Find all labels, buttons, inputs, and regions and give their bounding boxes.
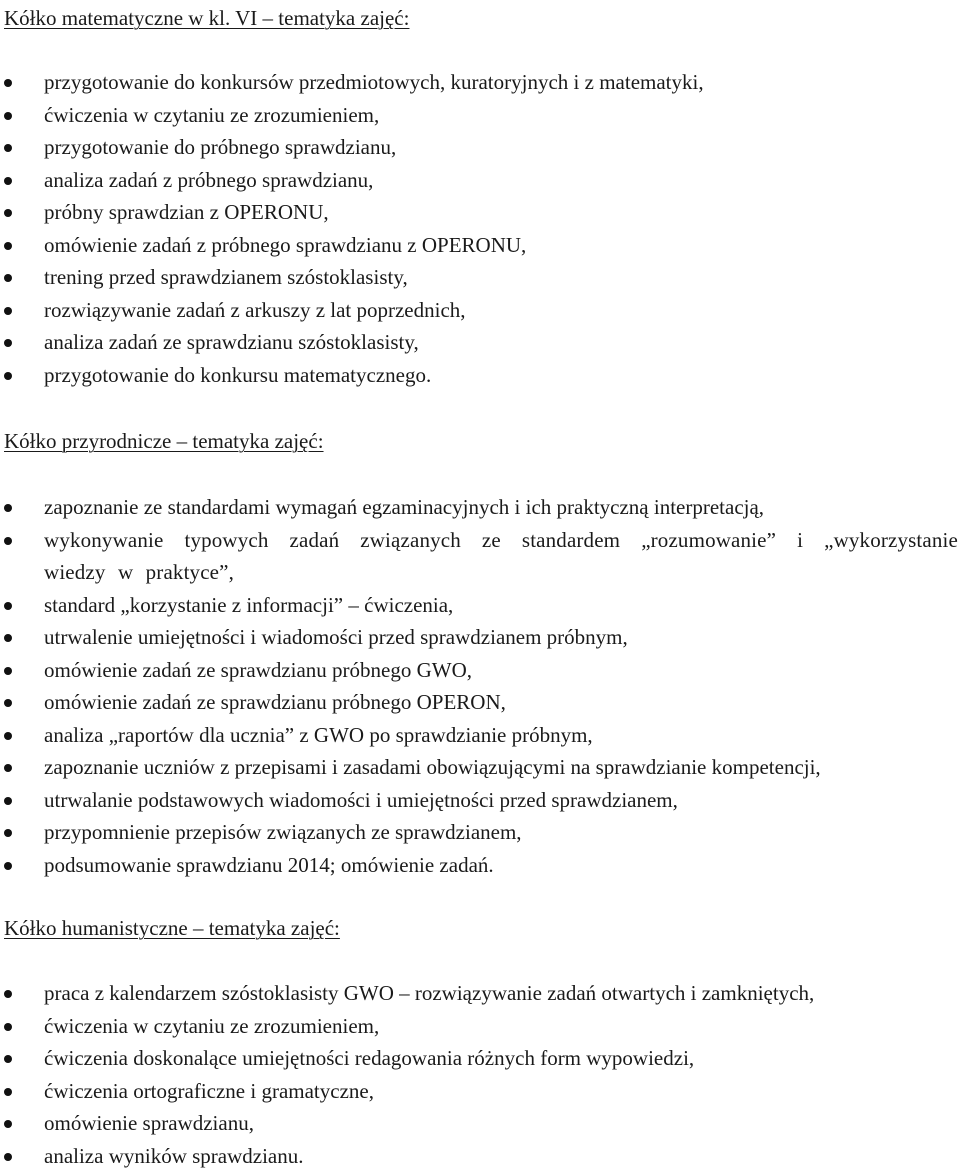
bullet-icon (4, 504, 12, 512)
list-item: wykonywanie typowych zadań związanych ze standardem „rozumowanie” i „wykorzystanie wiedzy w praktyce”, (0, 524, 958, 589)
bullet-icon (4, 1153, 12, 1161)
list-item: omówienie zadań z próbnego sprawdzianu z OPERONU, (0, 229, 958, 262)
humanities-club-topic-list (0, 977, 958, 1172)
list-item: praca z kalendarzem szóstoklasisty GWO – rozwiązywanie zadań otwartych i zamkniętych, (0, 977, 958, 1010)
list-item: ćwiczenia doskonalące umiejętności redagowania różnych form wypowiedzi, (0, 1042, 958, 1075)
list-item: ćwiczenia w czytaniu ze zrozumieniem, (0, 1010, 958, 1043)
list-item: zapoznanie uczniów z przepisami i zasadami obowiązującymi na sprawdzianie kompetencji, (0, 751, 958, 784)
bullet-icon (4, 307, 12, 315)
bullet-icon (4, 339, 12, 347)
list-item: przygotowanie do konkursu matematycznego. (0, 359, 958, 392)
bullet-icon (4, 144, 12, 152)
bullet-icon (4, 537, 12, 545)
list-item: standard „korzystanie z informacji” – ćwiczenia, (0, 589, 958, 622)
bullet-icon (4, 990, 12, 998)
bullet-icon (4, 242, 12, 250)
list-item: rozwiązywanie zadań z arkuszy z lat poprzednich, (0, 294, 958, 327)
bullet-icon (4, 797, 12, 805)
list-item: omówienie zadań ze sprawdzianu próbnego OPERON, (0, 686, 958, 719)
bullet-icon (4, 79, 12, 87)
bullet-icon (4, 862, 12, 870)
bullet-icon (4, 209, 12, 217)
list-item: ćwiczenia w czytaniu ze zrozumieniem, (0, 99, 958, 132)
bullet-icon (4, 1055, 12, 1063)
bullet-icon (4, 1023, 12, 1031)
bullet-icon (4, 829, 12, 837)
list-item: próbny sprawdzian z OPERONU, (0, 196, 958, 229)
list-item: przypomnienie przepisów związanych ze sprawdzianem, (0, 816, 958, 849)
list-item: podsumowanie sprawdzianu 2014; omówienie zadań. (0, 849, 958, 882)
list-item: analiza zadań ze sprawdzianu szóstoklasisty, (0, 326, 958, 359)
bullet-icon (4, 602, 12, 610)
bullet-icon (4, 372, 12, 380)
list-item: utrwalenie umiejętności i wiadomości przed sprawdzianem próbnym, (0, 621, 958, 654)
list-item: analiza zadań z próbnego sprawdzianu, (0, 164, 958, 197)
list-item: przygotowanie do konkursów przedmiotowych, kuratoryjnych i z matematyki, (0, 66, 958, 99)
bullet-icon (4, 1088, 12, 1096)
bullet-icon (4, 177, 12, 185)
bullet-icon (4, 274, 12, 282)
bullet-icon (4, 699, 12, 707)
bullet-icon (4, 764, 12, 772)
list-item: utrwalanie podstawowych wiadomości i umiejętności przed sprawdzianem, (0, 784, 958, 817)
bullet-icon (4, 112, 12, 120)
list-item: przygotowanie do próbnego sprawdzianu, (0, 131, 958, 164)
list-item: omówienie sprawdzianu, (0, 1107, 958, 1140)
math-club-topic-list (0, 66, 958, 391)
list-item: omówienie zadań ze sprawdzianu próbnego GWO, (0, 654, 958, 687)
list-item: analiza „raportów dla ucznia” z GWO po sprawdzianie próbnym, (0, 719, 958, 752)
list-item: ćwiczenia ortograficzne i gramatyczne, (0, 1075, 958, 1108)
list-item: analiza wyników sprawdzianu. (0, 1140, 958, 1173)
section-heading-math-club: Kółko matematyczne w kl. VI – tematyka zajęć: (4, 6, 410, 30)
nature-club-topic-list (0, 491, 958, 881)
section-heading-humanities-club: Kółko humanistyczne – tematyka zajęć: (4, 916, 340, 940)
list-item: trening przed sprawdzianem szóstoklasisty, (0, 261, 958, 294)
bullet-icon (4, 634, 12, 642)
list-item: zapoznanie ze standardami wymagań egzaminacyjnych i ich praktyczną interpretacją, (0, 491, 958, 524)
bullet-icon (4, 1120, 12, 1128)
bullet-icon (4, 667, 12, 675)
section-heading-nature-club: Kółko przyrodnicze – tematyka zajęć: (4, 429, 324, 453)
bullet-icon (4, 732, 12, 740)
